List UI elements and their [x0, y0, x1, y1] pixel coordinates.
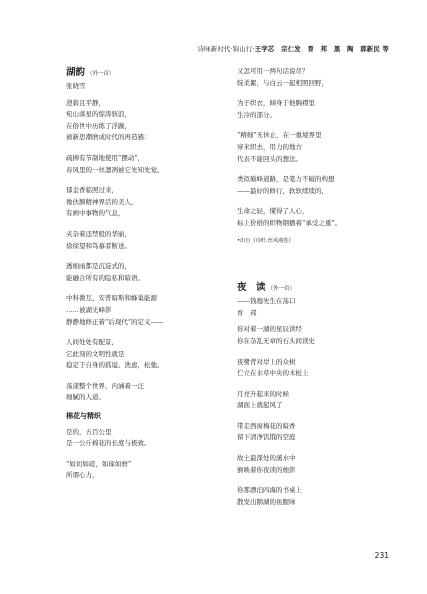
poem-line: 静静地修正着“后现代”的定义—— [66, 317, 164, 326]
left-column [66, 66, 226, 482]
source-note: •出自《诗旺.丝风漫卷》 [237, 237, 294, 244]
poem-line: 所谓心力， [66, 471, 99, 480]
poem-title-text: 湖韵 [66, 67, 86, 78]
poem-title-note: （外一首） [267, 286, 296, 293]
poem-line: “精细”无休止，在一重境界里 [237, 131, 322, 140]
poem-line: ……被湖光峰影 [66, 305, 112, 314]
poem-line: 春风里的一丝凛冽被它先知先觉。 [66, 165, 164, 174]
poem-line: 又怎可用一两句话说尽？ [237, 67, 309, 75]
poem-title-text: 夜 读 [237, 282, 266, 294]
stanza-break [66, 372, 226, 381]
poem-line: 生冷的部分。 [237, 110, 276, 119]
stanza-break [237, 476, 397, 485]
poem-line: ——最好的修行，软软续续的， [237, 186, 328, 195]
stanza-break [66, 176, 226, 185]
stanza-break [237, 380, 397, 389]
stanza-break [237, 165, 397, 174]
stanza-break [66, 144, 226, 153]
poem-line: “如切如磋，如琢如磨” [66, 459, 132, 468]
poem-body-mianhua [66, 427, 226, 482]
poem-line: 带走西窗梅花的暗香 [237, 421, 296, 430]
stanza-break [237, 89, 397, 98]
page-number: 231 [374, 551, 389, 560]
poem-line: 为子织衣，倾身于他胸襟里 [237, 99, 315, 108]
poem-body-huyun [66, 98, 226, 404]
stanza-break [237, 197, 397, 206]
poem-body-continued [237, 66, 397, 230]
poem-line: 绽柔絮，与白云一起相照回野， [237, 78, 328, 87]
poem-dedication: ——钱穆先生在荡口 [237, 297, 296, 306]
poem-title-mianhua: 棉花与精织 [66, 411, 101, 421]
poem-line: 郁金香临照过来， [66, 186, 118, 195]
poem-line: 透细雨都是沉淀式的， [66, 262, 131, 271]
poem-line: 夜鹭背对岸上的众树 [237, 357, 296, 366]
poem-title-huyun [66, 66, 226, 81]
poem-line: 故土最深处的溪水中 [237, 454, 296, 463]
poem-line: 细腻的人道。 [66, 393, 105, 402]
stanza-break [237, 444, 397, 453]
poem-body-yedu [237, 324, 397, 508]
poem-line: 湖面上就起风了 [237, 401, 283, 410]
stanza-break [237, 348, 397, 357]
poem-line: 被新思潮磨成时代的再造感： [66, 133, 151, 142]
poem-line: 它此刻的文明性就是 [66, 349, 125, 358]
running-header [198, 44, 389, 53]
poem-line: 伫立在水草中央的木桩上 [237, 369, 309, 378]
poem-line: 类似巅峰道路，是笔力不破的构想 [237, 175, 335, 184]
poem-title-yedu [237, 281, 397, 296]
poem-line: 月亮升起来的时候 [237, 389, 289, 398]
stanza-break [66, 220, 226, 229]
stanza-break [66, 328, 226, 337]
stanza-break [66, 284, 226, 293]
poem-line: 你对着一湖的星辰读经 [237, 325, 302, 334]
poem-line: 徐徐望和笃慕者断送。 [66, 241, 131, 250]
poem-line: 夹杂着违禁般的华丽， [66, 229, 131, 238]
poem-title-note: （外一首） [87, 71, 115, 77]
poem-line: 宛山落星的惊涛骇浪， [66, 110, 131, 119]
poem-line: 散发出鹅湖的鱼腥味 [237, 497, 296, 506]
poem-line: 澄碧且平静， [66, 98, 105, 107]
poem-line: 在俗世中历练了浮躁， [66, 121, 131, 130]
stanza-break [237, 412, 397, 421]
poem-line: 是一公斤棉花的长度与极致。 [66, 439, 151, 448]
poem-line: 像伙额精神界活的美人， [66, 197, 138, 206]
stanza-break [237, 121, 397, 130]
poem-author: 育 邦 [237, 308, 257, 317]
poem-line: 你那漂泊四海的书桌上 [237, 486, 302, 495]
poem-line: 稳定于自身的孤谥。洗虑，松弛。 [66, 361, 164, 370]
poem-line: 荡漾整个世界，内涵着一汪 [66, 381, 144, 390]
poem-line: 中科微互、安普暗斯和蜂巢能源 [66, 294, 157, 303]
poem-line: 是的，五百公里 [66, 427, 112, 436]
poem-line: 人间处处有配景， [66, 338, 118, 347]
poem-line: 能融合所有的隐私和暗语。 [66, 273, 144, 282]
poem-line: 生命之轻，懂得了人心， [237, 207, 309, 216]
poem-author: 张晓雪 [66, 82, 86, 90]
poem-line: 有画中事物的气息， [66, 209, 125, 218]
running-header-authors: 王学芯 宗仁发 育 邦 黑 陶 郭新民 等 [254, 45, 389, 53]
stanza-break [66, 450, 226, 459]
poem-line: 倒映着你夜读的烛影 [237, 465, 296, 474]
poem-line: 留下清净饥饿的空庭 [237, 433, 296, 442]
poem-line: 你在杂乱无章的石头间读史 [237, 336, 315, 345]
poem-line: 穿来织去，用力的地方 [237, 142, 302, 151]
poem-line: 代表不能回头的想法。 [237, 154, 302, 163]
right-column [237, 66, 397, 508]
running-header-series: 诗咏新时代·锦山行· [197, 45, 255, 53]
poem-line: 疏柳有节制地使用“摆动”， [66, 153, 145, 162]
poem-line: 标上价格的织物钢播着“承受之重”。 [237, 218, 342, 227]
stanza-break [66, 252, 226, 261]
